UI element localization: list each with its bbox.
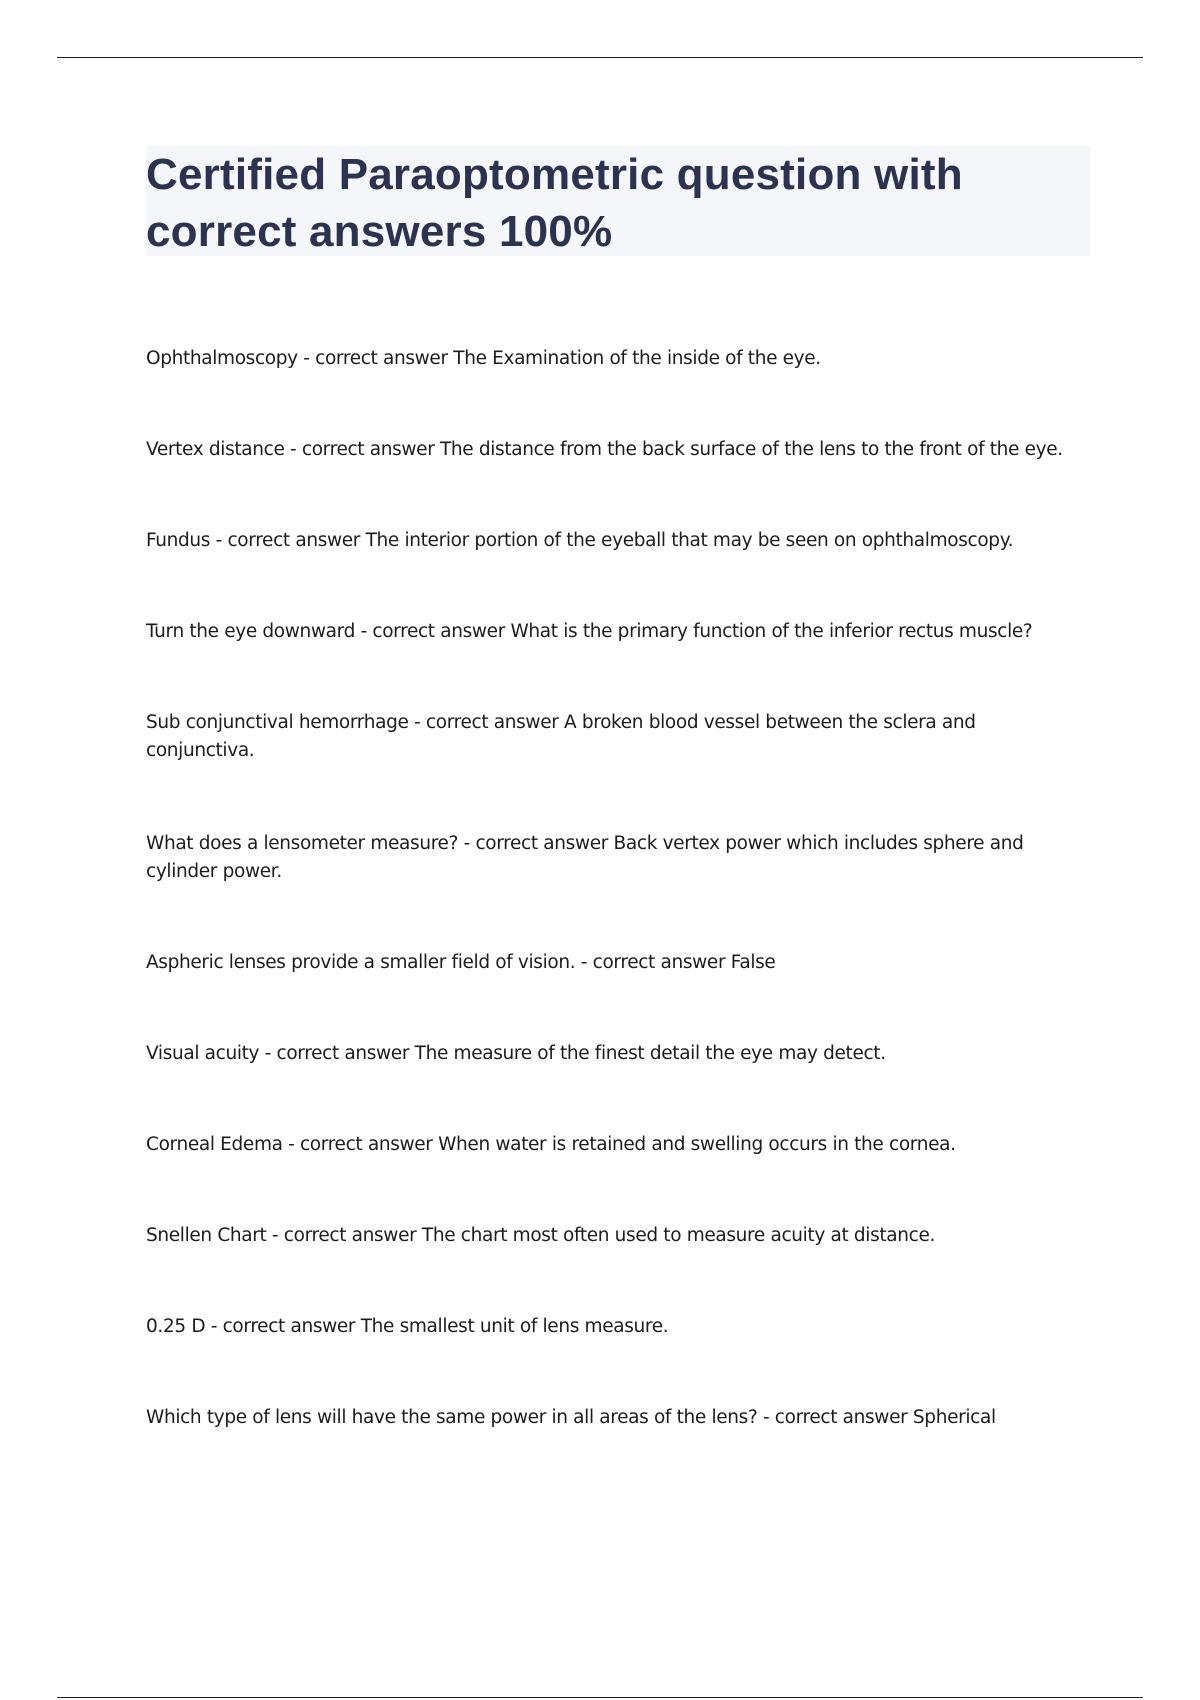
qa-item: What does a lensometer measure? - correct answer Back vertex power which includes sphere and cylinder power. [146, 833, 1024, 882]
qa-item: Turn the eye downward - correct answer What is the primary function of the inferior rectus muscle? [146, 621, 1033, 642]
document-title: Certified Paraoptometric question with correct answers 100% [146, 150, 963, 256]
qa-item: Snellen Chart - correct answer The chart most often used to measure acuity at distance. [146, 1225, 936, 1246]
top-divider [57, 57, 1143, 58]
qa-item: Which type of lens will have the same power in all areas of the lens? - correct answer Spherical [146, 1407, 996, 1428]
qa-item: Corneal Edema - correct answer When water is retained and swelling occurs in the cornea. [146, 1134, 956, 1155]
qa-item: Fundus - correct answer The interior portion of the eyeball that may be seen on ophthalmoscopy. [146, 530, 1014, 551]
qa-item: Vertex distance - correct answer The distance from the back surface of the lens to the front of the eye. [146, 439, 1063, 460]
qa-item: Ophthalmoscopy - correct answer The Examination of the inside of the eye. [146, 348, 821, 369]
qa-item: Visual acuity - correct answer The measure of the finest detail the eye may detect. [146, 1043, 886, 1064]
qa-item: Sub conjunctival hemorrhage - correct answer A broken blood vessel between the sclera and conjunctiva. [146, 712, 976, 761]
title-banner [146, 146, 1090, 256]
qa-item: Aspheric lenses provide a smaller field of vision. - correct answer False [146, 952, 776, 973]
qa-item: 0.25 D - correct answer The smallest unit of lens measure. [146, 1316, 669, 1337]
bottom-divider [57, 1697, 1143, 1698]
